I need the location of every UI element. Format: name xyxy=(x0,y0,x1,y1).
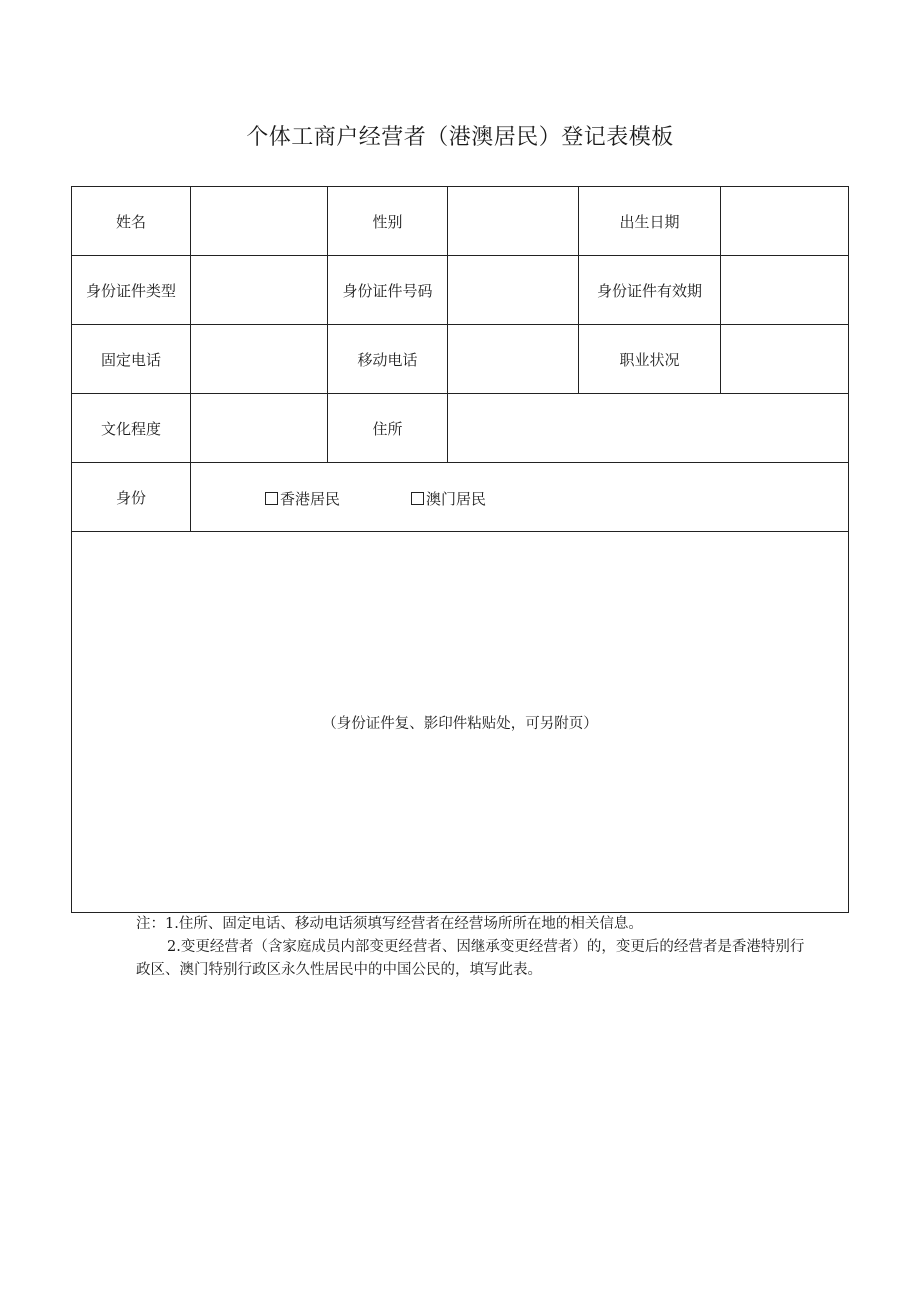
option-macau-resident[interactable] xyxy=(411,488,486,509)
occupation-field[interactable] xyxy=(721,325,849,394)
option-hk-resident[interactable] xyxy=(265,488,340,509)
form-row-paste-area xyxy=(72,532,849,913)
note-2-line-2: 政区、澳门特别行政区永久性居民中的中国公民的，填写此表。 xyxy=(136,962,542,978)
landline-field[interactable] xyxy=(191,325,328,394)
name-label: 姓名 xyxy=(72,187,191,256)
id-number-field[interactable] xyxy=(448,256,579,325)
notes-section xyxy=(136,913,848,982)
education-field[interactable] xyxy=(191,394,328,463)
registration-form-table xyxy=(71,186,849,913)
id-type-label: 身份证件类型 xyxy=(72,256,191,325)
option-macau-label: 澳门居民 xyxy=(426,490,487,508)
id-copy-paste-area: （身份证件复、影印件粘贴处，可另附页） xyxy=(72,532,849,913)
mobile-field[interactable] xyxy=(448,325,579,394)
identity-label: 身份 xyxy=(72,463,191,532)
residence-label: 住所 xyxy=(328,394,448,463)
identity-options xyxy=(191,463,849,532)
checkbox-icon[interactable] xyxy=(265,492,278,505)
form-row-identity xyxy=(72,463,849,532)
id-validity-label: 身份证件有效期 xyxy=(579,256,721,325)
checkbox-icon[interactable] xyxy=(411,492,424,505)
name-field[interactable] xyxy=(191,187,328,256)
id-validity-field[interactable] xyxy=(721,256,849,325)
gender-label: 性别 xyxy=(328,187,448,256)
residence-field[interactable] xyxy=(448,394,849,463)
page-title: 个体工商户经营者（港澳居民）登记表模板 xyxy=(246,125,674,150)
form-row-contact xyxy=(72,325,849,394)
birth-date-label: 出生日期 xyxy=(579,187,721,256)
gender-field[interactable] xyxy=(448,187,579,256)
option-hk-label: 香港居民 xyxy=(280,490,341,508)
landline-label: 固定电话 xyxy=(72,325,191,394)
note-1: 注：1.住所、固定电话、移动电话须填写经营者在经营场所所在地的相关信息。 xyxy=(136,916,643,932)
occupation-label: 职业状况 xyxy=(579,325,721,394)
form-row-education xyxy=(72,394,849,463)
note-2-line-1: 2.变更经营者（含家庭成员内部变更经营者、因继承变更经营者）的，变更后的经营者是香港特别行 xyxy=(167,939,805,955)
form-row-id xyxy=(72,256,849,325)
form-row-personal xyxy=(72,187,849,256)
id-number-label: 身份证件号码 xyxy=(328,256,448,325)
birth-date-field[interactable] xyxy=(721,187,849,256)
id-type-field[interactable] xyxy=(191,256,328,325)
education-label: 文化程度 xyxy=(72,394,191,463)
mobile-label: 移动电话 xyxy=(328,325,448,394)
